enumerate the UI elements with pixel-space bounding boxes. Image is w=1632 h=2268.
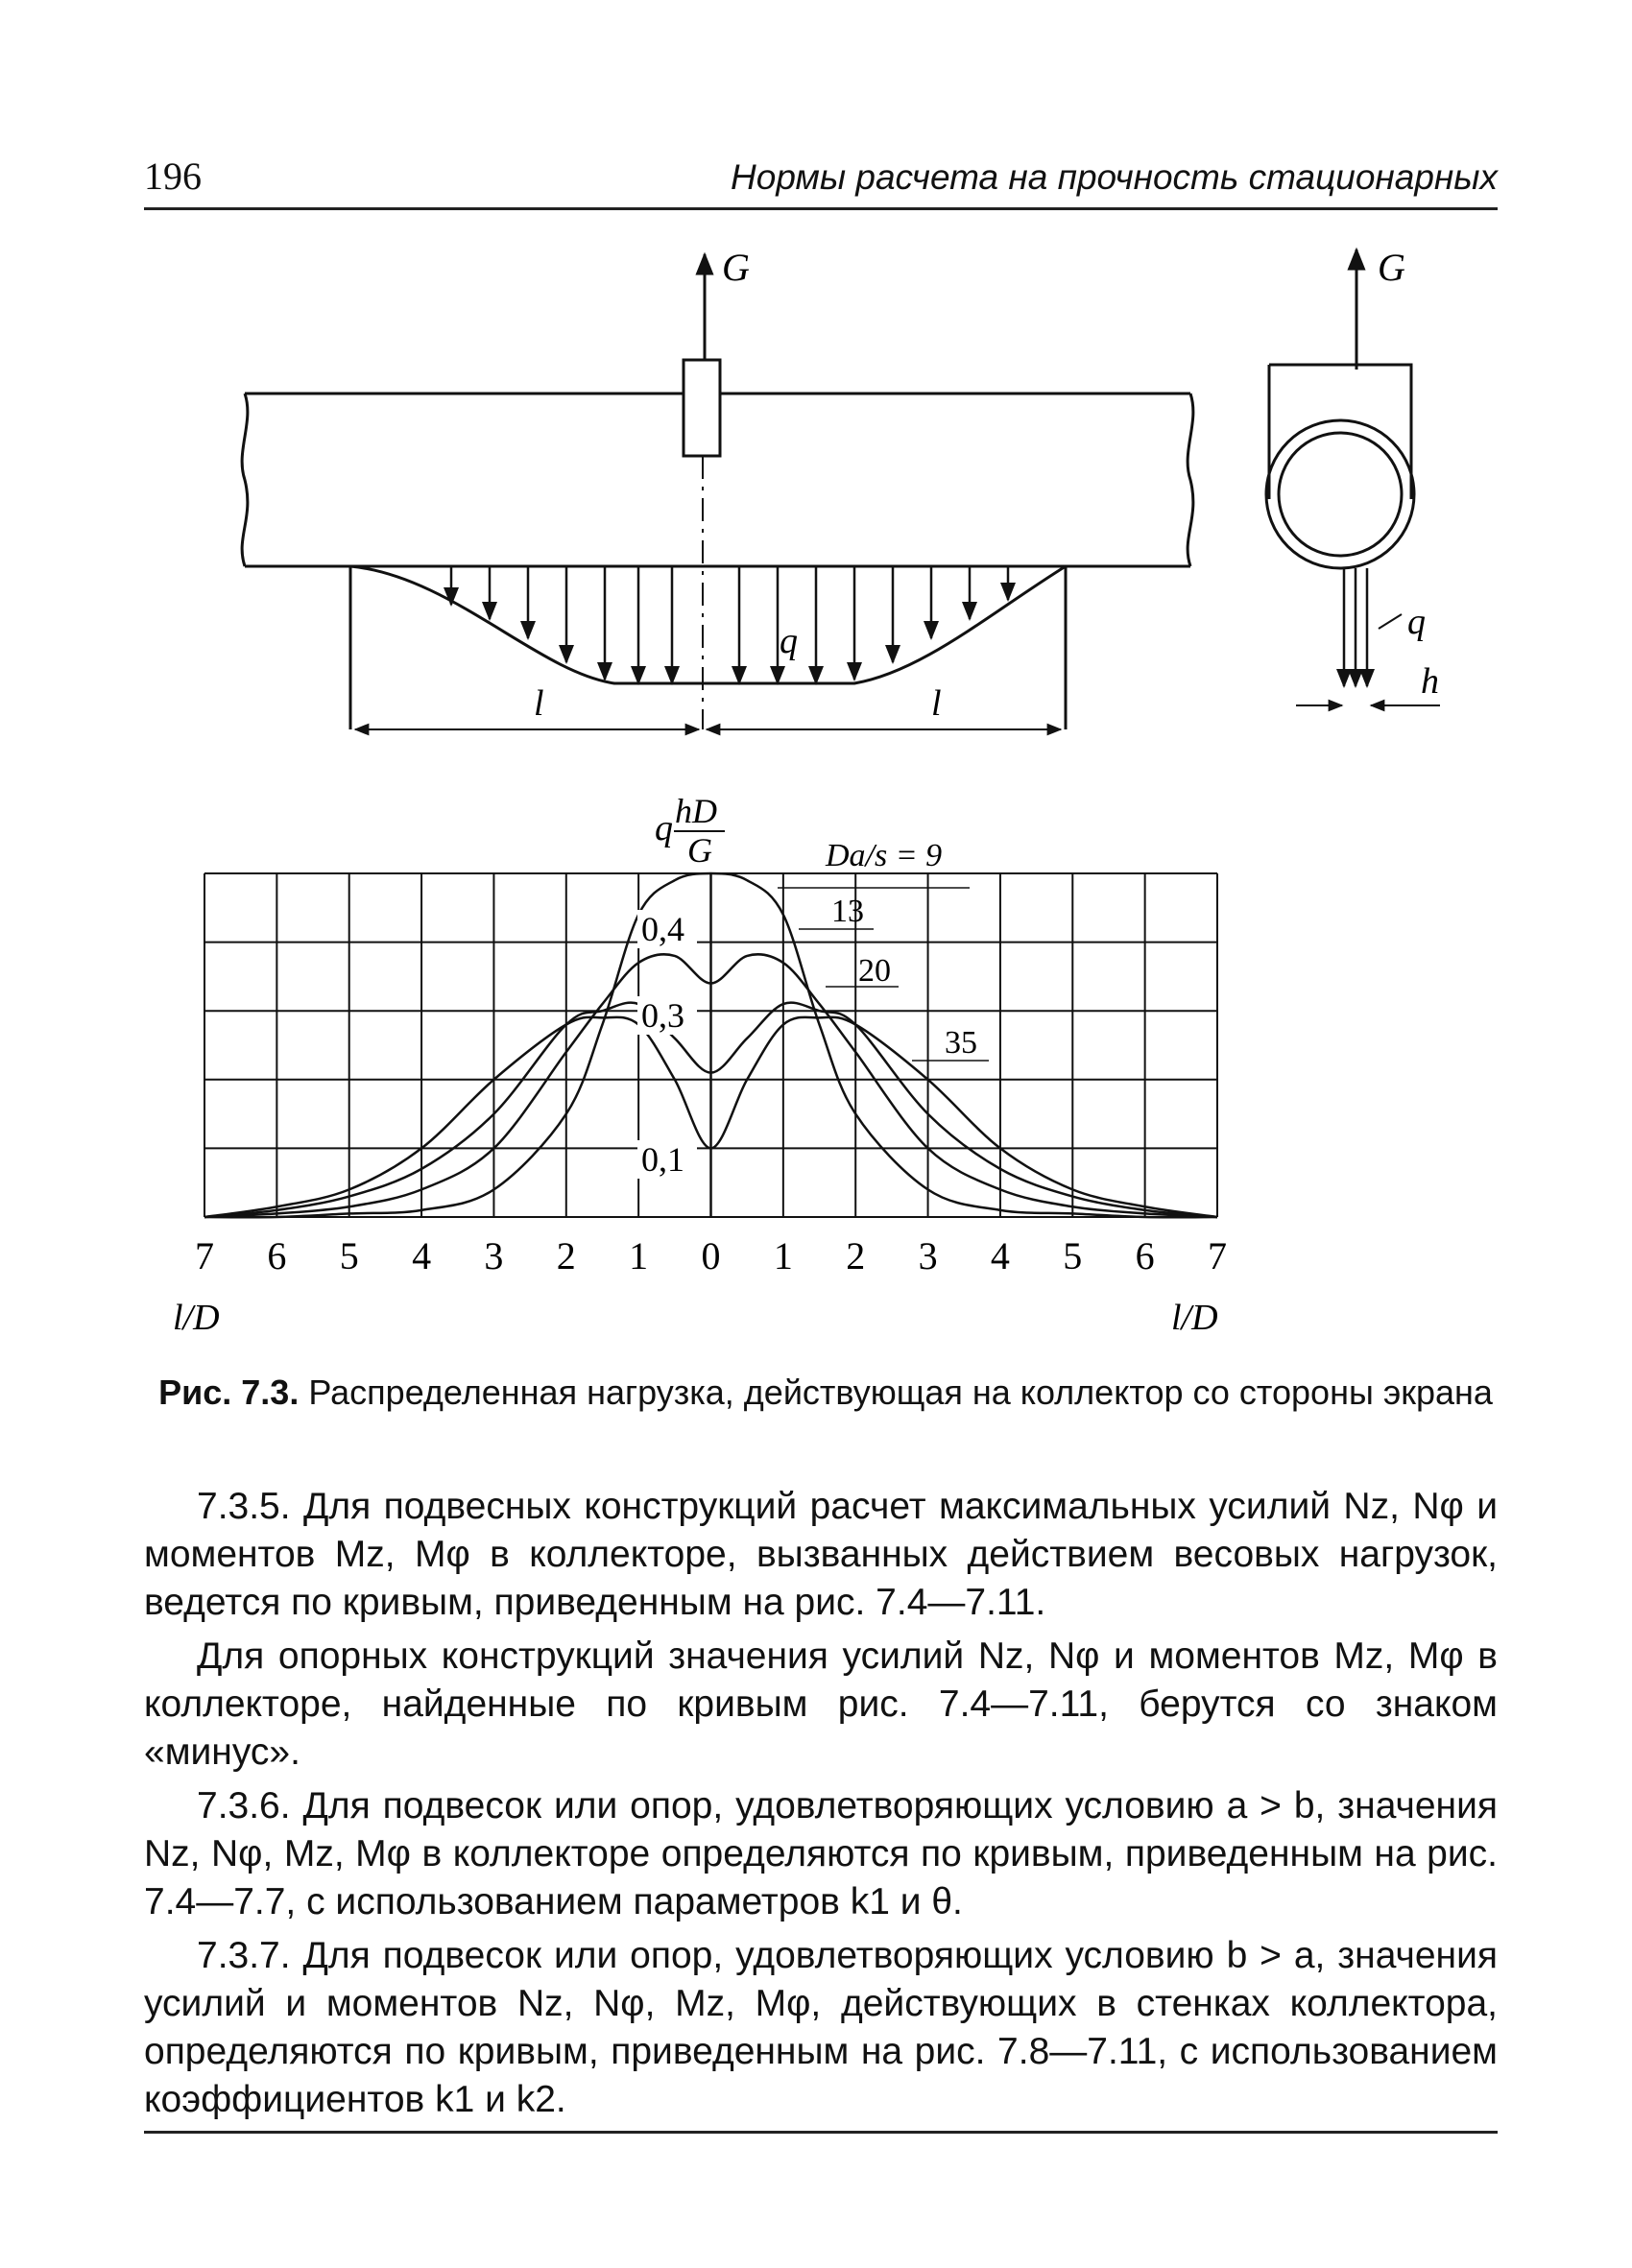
curve-label-20: 20 — [858, 953, 891, 989]
outer-pipe — [1266, 420, 1414, 568]
x-tick-label: 2 — [556, 1234, 576, 1277]
side-force-label: G — [1378, 246, 1405, 289]
paragraph-7-3-5: 7.3.5. Для подвесных конструкций расчет максимальных усилий Nz, Nφ и моментов Mz, Mφ в коллекторе, вызванных действием весовых нагрузок, ведется по кривым, приведенным на рис. 7.4—7.11. — [144, 1486, 1498, 1623]
paragraph-7-3-6: 7.3.6. Для подвесок или опор, удовлетворяющих условию a > b, значения Nz, Nφ, Mz, Mφ в коллекторе определяются по кривым, приведенным на рис. 7.4—7.7, с использованием параметров k1 и θ. — [144, 1785, 1498, 1922]
x-tick-label: 4 — [990, 1234, 1010, 1277]
x-tick-label: 7 — [195, 1234, 214, 1277]
y-tick-04: 0,4 — [641, 910, 684, 948]
side-load-arrows — [1344, 568, 1367, 686]
side-h-label: h — [1421, 661, 1439, 702]
paragraph-support: Для опорных конструкций значения усилий Nz, Nφ и моментов Mz, Mφ в коллекторе, найденные по кривым рис. 7.4—7.11, берутся со знаком «минус». — [144, 1635, 1498, 1773]
force-g-label: G — [722, 246, 750, 289]
length-left-label: l — [534, 683, 544, 724]
x-tick-label: 5 — [1063, 1234, 1083, 1277]
y-axis-label-num: hD — [675, 792, 717, 830]
chart-x-ticks — [195, 1234, 1227, 1277]
x-tick-label: 1 — [773, 1234, 793, 1277]
paragraph-7-3-7: 7.3.7. Для подвесок или опор, удовлетворяющих условию b > a, значения усилий и моментов Nz, Nφ, Mz, Mφ, действующих в стенках коллектора, определяются по кривым, приведенным на рис. 7.8—7.11, с использованием коэффициентов k1 и k2. — [144, 1935, 1498, 2120]
x-tick-label: 7 — [1208, 1234, 1227, 1277]
load-q-label: q — [780, 621, 798, 661]
side-q-leader — [1379, 614, 1402, 629]
x-tick-label: 6 — [267, 1234, 287, 1277]
curve-label-35: 35 — [945, 1025, 977, 1061]
load-arrows — [451, 566, 1008, 683]
x-tick-label: 3 — [918, 1234, 938, 1277]
curve-label-13: 13 — [831, 894, 864, 929]
chart — [195, 873, 1227, 1277]
x-tick-label: 4 — [412, 1234, 432, 1277]
x-tick-label: 2 — [846, 1234, 866, 1277]
chart-grid — [204, 873, 1217, 1217]
y-tick-01: 0,1 — [641, 1140, 684, 1179]
caption-label: Рис. 7.3. — [158, 1373, 300, 1412]
x-tick-label: 5 — [339, 1234, 359, 1277]
y-axis-label-den: G — [687, 831, 712, 870]
inner-pipe — [1279, 433, 1402, 556]
hanger-block — [684, 360, 720, 456]
x-tick-label: 1 — [629, 1234, 649, 1277]
curve-label-9: Da/s = 9 — [826, 838, 943, 873]
load-envelope — [350, 566, 1066, 729]
x-axis-label-left: l/D — [173, 1298, 220, 1338]
length-right-label: l — [931, 683, 942, 724]
x-axis-label-right: l/D — [1171, 1298, 1218, 1338]
figure-caption — [154, 1371, 1498, 1415]
y-tick-03: 0,3 — [641, 996, 684, 1035]
footer-rule — [144, 2131, 1498, 2134]
running-title: Нормы расчета на прочность стационарных — [731, 157, 1498, 197]
caption-text: Распределенная нагрузка, действующая на коллектор со стороны экрана — [308, 1373, 1493, 1412]
x-tick-label: 3 — [484, 1234, 504, 1277]
y-axis-label-prefix: q — [655, 808, 673, 848]
x-tick-label: 6 — [1135, 1234, 1155, 1277]
beam-drawing — [242, 254, 1193, 729]
page-number: 196 — [144, 155, 202, 198]
body-text — [144, 1483, 1498, 2130]
x-tick-label: 0 — [701, 1234, 721, 1277]
side-q-label: q — [1407, 602, 1426, 642]
